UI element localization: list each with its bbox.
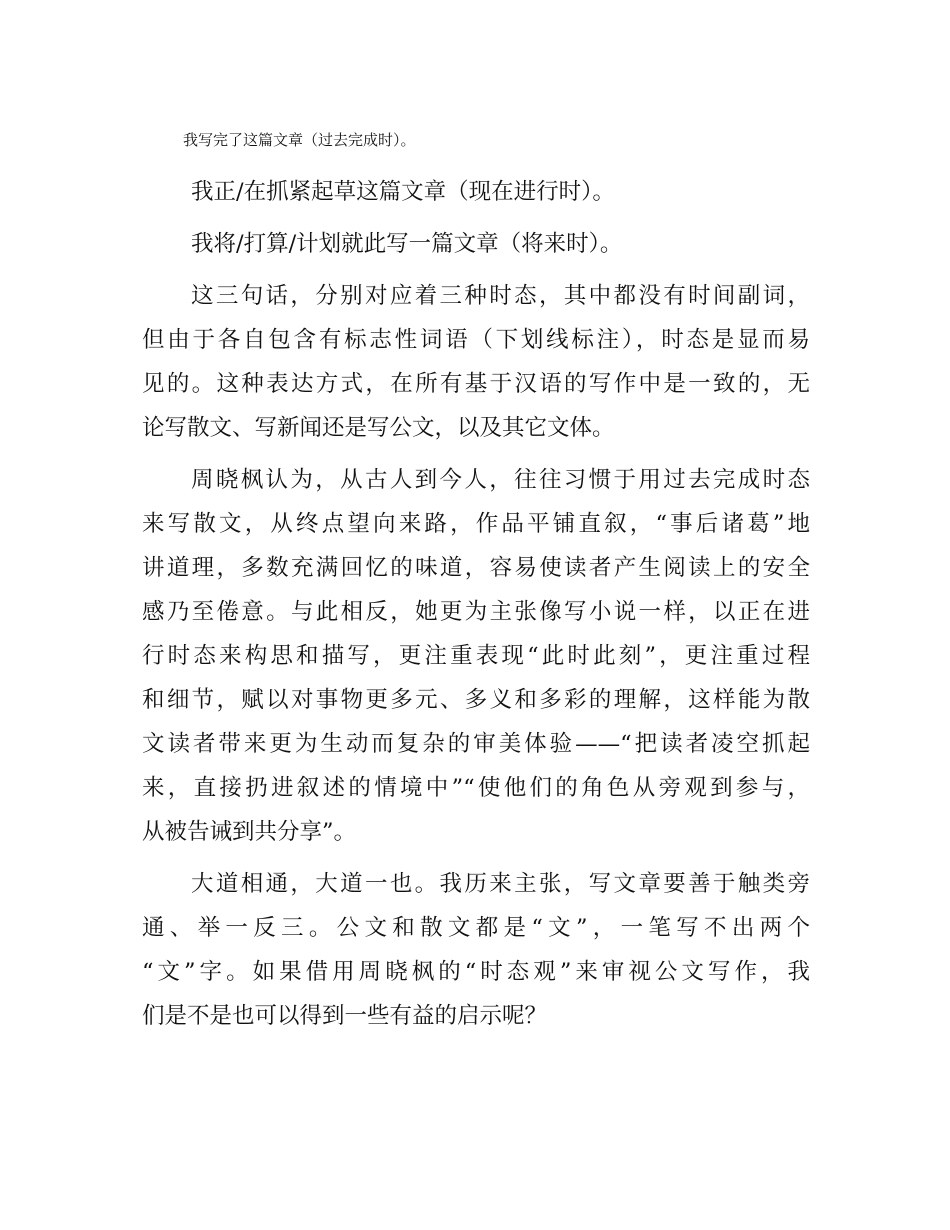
paragraph-line: 论写散文、写新闻还是写公文，以及其它文体。 <box>142 415 615 441</box>
paragraph-line: 和细节，赋以对事物更多元、多义和多彩的理解，这样能为散 <box>142 687 810 713</box>
paragraph-line: 文读者带来更为生动而复杂的审美体验——“把读者凌空抓起 <box>142 731 810 757</box>
intro-sentence: 我写完了这篇文章（过去完成时）。 <box>183 131 416 149</box>
example-future-tense: 我将/打算/计划就此写一篇文章（将来时）。 <box>191 231 623 257</box>
paragraph-line: “文”字。如果借用周晓枫的“时态观”来审视公文写作，我 <box>142 959 810 985</box>
paragraph-line: 周晓枫认为，从古人到今人，往往习惯于用过去完成时态 <box>191 467 810 493</box>
paragraph-line: 们是不是也可以得到一些有益的启示呢？ <box>142 1003 548 1029</box>
paragraph-line: 但由于各自包含有标志性词语（下划线标注），时态是显而易 <box>142 327 810 353</box>
paragraph-line: 这三句话，分别对应着三种时态，其中都没有时间副词， <box>191 283 810 309</box>
paragraph-line: 感乃至倦意。与此相反，她更为主张像写小说一样，以正在进 <box>142 599 810 625</box>
example-present-tense: 我正/在抓紧起草这篇文章（现在进行时）。 <box>191 179 615 205</box>
paragraph-line: 来写散文，从终点望向来路，作品平铺直叙，“事后诸葛”地 <box>142 511 810 537</box>
paragraph-line: 见的。这种表达方式，在所有基于汉语的写作中是一致的，无 <box>142 371 810 397</box>
paragraph-line: 从被告诫到共分享”。 <box>142 819 357 845</box>
paragraph-line: 通、举一反三。公文和散文都是“文”，一笔写不出两个 <box>142 915 810 941</box>
paragraph-line: 讲道理，多数充满回忆的味道，容易使读者产生阅读上的安全 <box>142 555 810 581</box>
paragraph-line: 来，直接扔进叙述的情境中”“使他们的角色从旁观到参与， <box>142 775 810 801</box>
paragraph-line: 大道相通，大道一也。我历来主张，写文章要善于触类旁 <box>191 871 810 897</box>
paragraph-line: 行时态来构思和描写，更注重表现“此时此刻”，更注重过程 <box>142 643 810 669</box>
